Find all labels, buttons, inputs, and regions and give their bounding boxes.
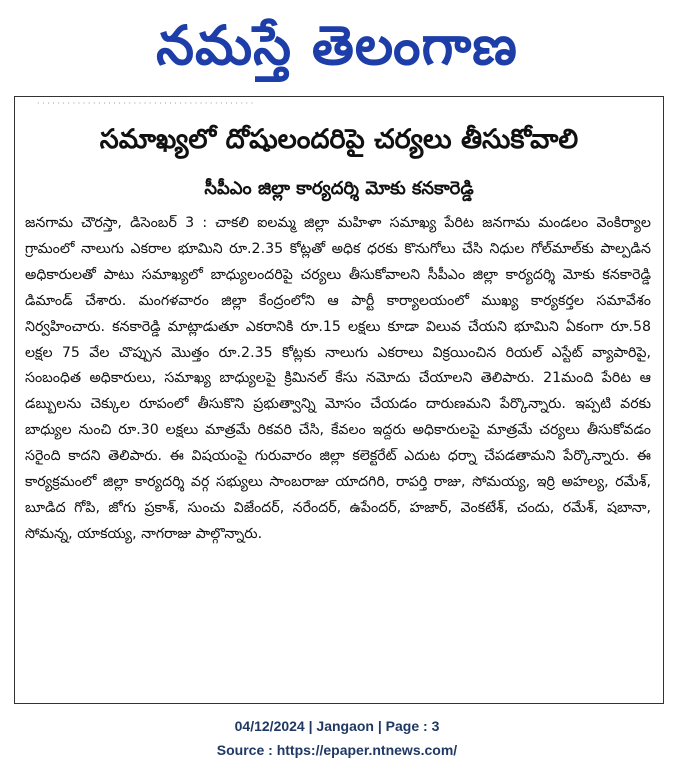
article-clipping	[14, 96, 664, 704]
article-body: జనగామ చౌరస్తా, డిసెంబర్ 3 : చాకలి ఐలమ్మ జిల్లా మహిళా సమాఖ్య పేరిట జనగామ మండలం వెంకిర్యాల గ్రామంలో నాలుగు ఎకరాల భూమిని రూ.2.35 కోట్లతో అధిక ధరకు కొనుగోలు చేసి నిధుల గోల్‌మాల్‌కు పాల్పడిన అధికారులతో పాటు సమాఖ్యలో బాధ్యులందరిపై చర్యలు తీసుకోవాలని సీపీఎం జిల్లా కార్యదర్శి మోకు కనకారెడ్డి డిమాండ్ చేశారు. మంగళవారం జిల్లా కేంద్రంలోని ఆ పార్టీ కార్యాలయంలో ముఖ్య కార్యకర్తల సమావేశం నిర్వహించారు. కనకారెడ్డి మాట్లాడుతూ ఎకరానికి రూ.15 లక్షలు కూడా విలువ చేయని భూమిని ఏకంగా రూ.58 లక్షల 75 వేల చొప్పున మొత్తం రూ.2.35 కోట్లకు నాలుగు ఎకరాలు విక్రయించిన రియల్ ఎస్టేట్ వ్యాపారిపై, సంబంధిత అధికారులు, సమాఖ్య బాధ్యులపై క్రిమినల్ కేసు నమోదు చేయాలని తెలిపారు. 21మంది పేరిట ఆ డబ్బులను చెక్కుల రూపంలో తీసుకొని ప్రభుత్వాన్ని మోసం చేయడం దారుణమని పేర్కొన్నారు. ఇప్పటి వరకు బాధ్యుల నుంచి రూ.30 లక్షలు మాత్రమే రికవరి చేసి, కేవలం ఇద్దరు అధికారులపై మాత్రమే చర్యలు తీసుకోవడం సరైంది కాదని తెలిపారు. ఈ విషయంపై గురువారం జిల్లా కలెక్టరేట్ ఎదుట ధర్నా చేపడతామని పేర్కొన్నారు. ఈ కార్యక్రమంలో జిల్లా కార్యదర్శి వర్గ సభ్యులు సాంబరాజు యాదగిరి, రాపర్తి రాజు, సోమయ్య, ఇర్రి అహల్య, రమేశ్, బూడిద గోపి, జోగు ప్రకాశ్, సుంచు విజేందర్, నరేందర్, ఉపేందర్, హజార్, వెంకటేశ్, చందు, రమేశ్, షబానా, సోమన్న, యాకయ్య, నాగరాజు పాల్గొన్నారు.	[25, 215, 651, 542]
masthead-title: నమస్తే తెలంగాణ	[156, 14, 518, 77]
masthead-logo	[0, 0, 674, 92]
cropped-text-strip: · · · · · · · · · · · · · · · · · · · · · · · · · · · · · · · · · · · · · · · · · · ·	[37, 100, 254, 108]
source-link[interactable]: Source : https://epaper.ntnews.com/	[216, 742, 458, 758]
article-subheadline: సీపీఎం జిల్లా కార్యదర్శి మోకు కనకారెడ్డి	[204, 178, 474, 199]
article-headline: సమాఖ్యలో దోషులందరిపై చర్యలు తీసుకోవాలి	[99, 124, 579, 155]
edition-info: 04/12/2024 | Jangaon | Page : 3	[234, 718, 440, 734]
